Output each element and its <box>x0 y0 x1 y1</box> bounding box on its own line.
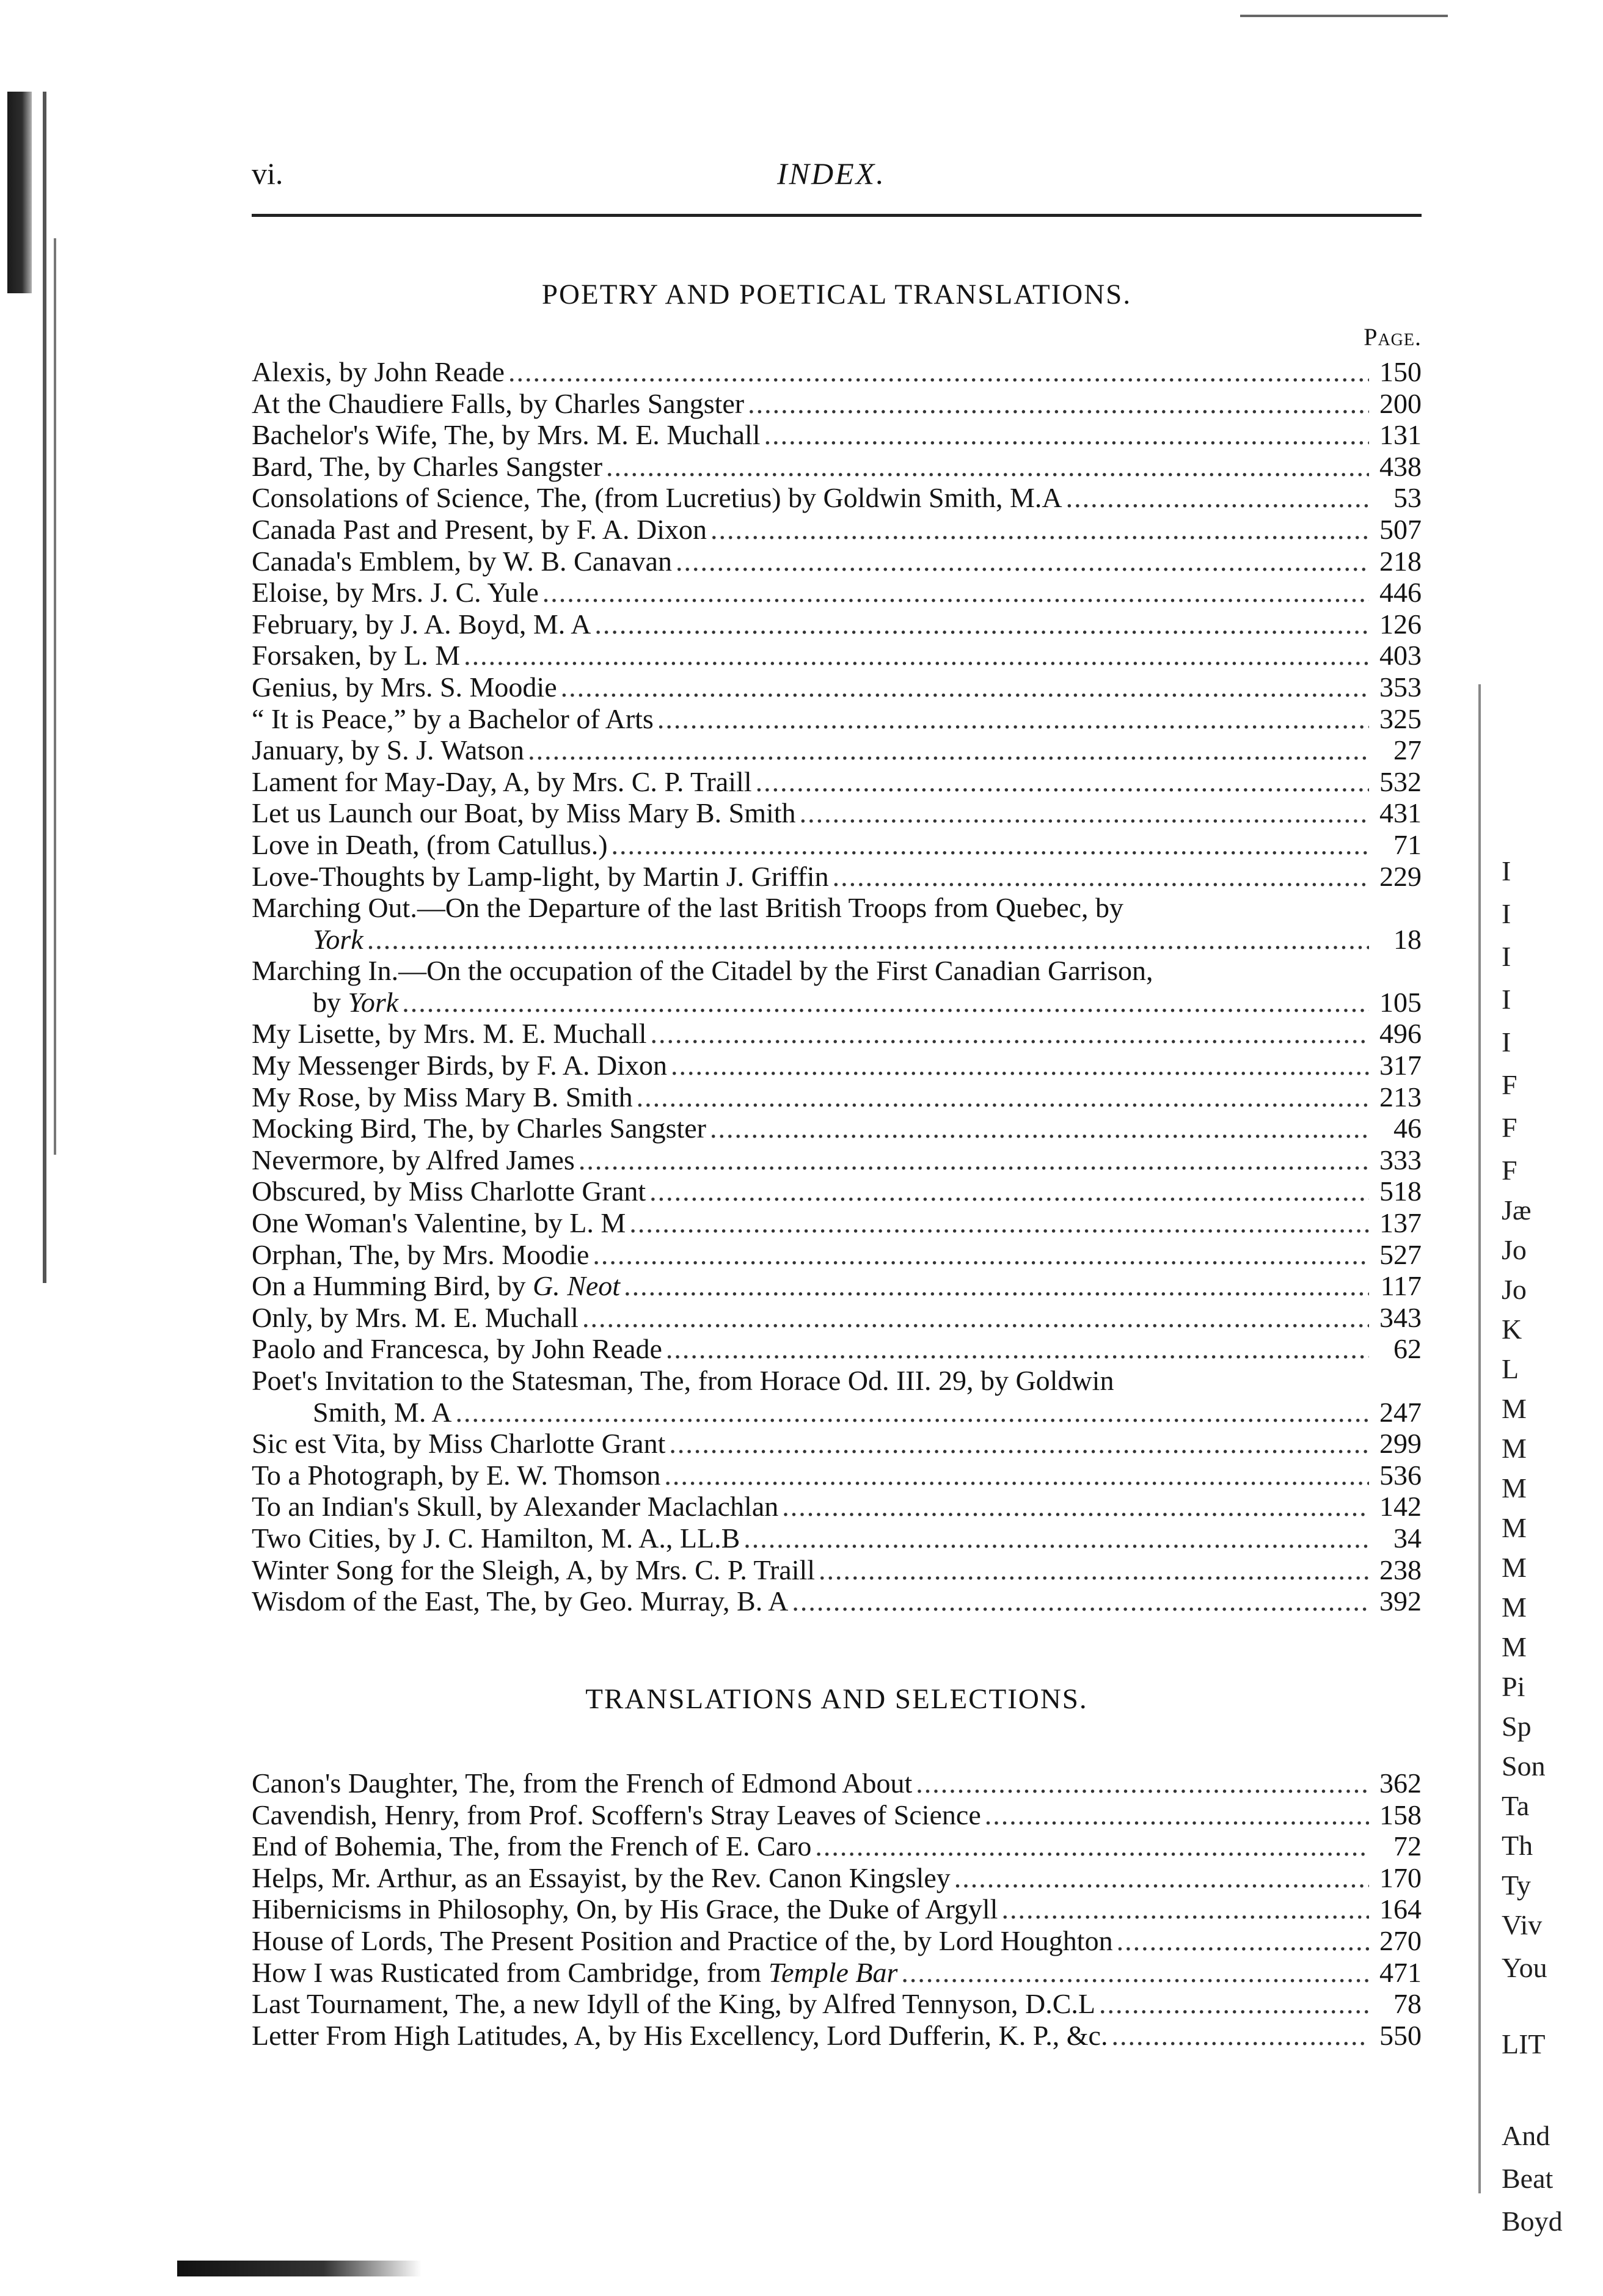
entry-page-number: 34 <box>1393 1522 1422 1554</box>
dot-leader <box>402 987 1369 1018</box>
facing-page-fragment: F <box>1502 1155 1517 1186</box>
scan-mark-top <box>1240 15 1448 17</box>
dot-leader <box>629 1207 1369 1239</box>
dot-leader <box>748 388 1369 420</box>
entry-title <box>252 1768 912 1799</box>
entry-title <box>252 766 752 798</box>
facing-page-fragment: Jæ <box>1502 1194 1532 1226</box>
index-entry <box>252 388 1422 420</box>
entry-title <box>252 1081 633 1113</box>
facing-page-fragment: Boyd <box>1502 2206 1563 2237</box>
index-entry <box>252 1428 1422 1460</box>
entry-page-number: 507 <box>1379 513 1422 545</box>
entry-title-text: On a Humming Bird, by <box>252 1270 533 1302</box>
entry-page-number: 362 <box>1379 1768 1422 1799</box>
index-entry <box>252 797 1422 829</box>
entry-title <box>252 734 524 766</box>
index-entry <box>252 1333 1422 1365</box>
entry-page-number: 158 <box>1379 1799 1422 1830</box>
entry-page-number: 229 <box>1379 860 1422 892</box>
entry-title-text: Marching In.—On the occupation of the Citadel by the First Canadian Garrison, <box>252 955 1153 987</box>
entry-title <box>252 1862 951 1894</box>
entry-page-number: 536 <box>1379 1459 1422 1491</box>
facing-page-fragments <box>1491 0 1603 2296</box>
entry-title <box>252 1957 897 1989</box>
entry-title-text: Consolations of Science, The, (from Lucretius) by Goldwin Smith, M.A <box>252 482 1062 514</box>
entry-page-number: 527 <box>1379 1238 1422 1270</box>
dot-leader <box>637 1081 1369 1113</box>
dot-leader <box>594 609 1369 640</box>
running-title: INDEX. <box>777 156 886 191</box>
entry-title-text: At the Chaudiere Falls, by Charles Sangster <box>252 387 745 419</box>
entry-page-number: 164 <box>1379 1893 1422 1925</box>
facing-page-fragment: M <box>1502 1512 1527 1543</box>
entry-page-number: 446 <box>1379 577 1422 609</box>
entry-title-text: Mocking Bird, The, by Charles Sangster <box>252 1113 706 1144</box>
entry-title <box>252 797 796 829</box>
facing-page-fragment: I <box>1502 984 1511 1015</box>
page-column-label: Page. <box>1364 323 1422 351</box>
entry-title <box>252 1585 788 1617</box>
entry-page-number: 518 <box>1379 1175 1422 1207</box>
entry-title <box>252 1302 579 1334</box>
entry-title-text: Wisdom of the East, The, by Geo. Murray, B. A <box>252 1585 789 1617</box>
entry-page-number: 343 <box>1379 1301 1422 1333</box>
dot-leader <box>651 1018 1370 1050</box>
entry-title <box>252 609 591 640</box>
dot-leader <box>582 1302 1369 1334</box>
dot-leader <box>657 703 1369 735</box>
entry-title-text: My Lisette, by Mrs. M. E. Muchall <box>252 1018 647 1050</box>
entry-page-number: 403 <box>1379 640 1422 671</box>
header-rule <box>252 214 1422 217</box>
entry-title <box>252 1365 1114 1396</box>
entry-title-text: Orphan, The, by Mrs. Moodie <box>252 1238 590 1270</box>
entry-page-number: 200 <box>1379 387 1422 419</box>
entry-title <box>252 577 539 609</box>
entry-title-text: Canada Past and Present, by F. A. Dixon <box>252 513 707 545</box>
index-entry <box>252 1207 1422 1239</box>
entry-title-text: Paolo and Francesca, by John Reade <box>252 1333 662 1365</box>
dot-leader <box>1117 1925 1369 1957</box>
index-entry <box>252 1862 1422 1894</box>
continuation-text: Smith, M. A <box>313 1396 452 1428</box>
entry-title <box>252 1554 815 1586</box>
binding-dark-edge <box>7 92 32 293</box>
entry-title-text: One Woman's Valentine, by L. M <box>252 1207 626 1239</box>
dot-leader <box>916 1768 1369 1799</box>
poetry-section-heading: POETRY AND POETICAL TRANSLATIONS. <box>541 279 1132 310</box>
index-entry <box>252 546 1422 577</box>
entry-title-text: End of Bohemia, The, from the French of E. Caro <box>252 1830 812 1862</box>
dot-leader <box>508 356 1369 388</box>
entry-title-continuation <box>313 1397 452 1428</box>
facing-page-fragment: LIT <box>1502 2028 1546 2060</box>
dot-leader <box>649 1175 1369 1207</box>
index-entry <box>252 1460 1422 1491</box>
entry-title <box>252 703 654 735</box>
poetry-index-list <box>252 356 1422 1617</box>
page-right-edge <box>1478 684 1481 2193</box>
entry-title-text: Love in Death, (from Catullus.) <box>252 828 608 860</box>
continuation-prefix: by <box>313 986 348 1018</box>
entry-title-text: Sic est Vita, by Miss Charlotte Grant <box>252 1428 666 1460</box>
index-entry <box>252 955 1422 987</box>
entry-title-text: Love-Thoughts by Lamp-light, by Martin J. Griffin <box>252 860 829 892</box>
index-entry <box>252 1175 1422 1207</box>
entry-page-number: 78 <box>1393 1988 1422 2020</box>
entry-title-text: Forsaken, by L. M <box>252 640 461 671</box>
entry-title-text: Winter Song for the Sleigh, A, by Mrs. C. P. Traill <box>252 1554 816 1585</box>
index-entry <box>252 734 1422 766</box>
entry-page-number: 333 <box>1379 1144 1422 1175</box>
dot-leader <box>833 861 1369 893</box>
index-entry <box>252 703 1422 735</box>
entry-page-number: 117 <box>1380 1270 1422 1302</box>
entry-title-text: My Messenger Birds, by F. A. Dixon <box>252 1050 667 1081</box>
index-entry <box>252 1491 1422 1523</box>
index-entry <box>252 892 1422 924</box>
entry-page-number: 46 <box>1393 1113 1422 1144</box>
entry-title <box>252 1175 646 1207</box>
entry-title <box>252 640 460 671</box>
entry-title <box>252 1830 811 1862</box>
entry-page-number: 213 <box>1379 1081 1422 1113</box>
entry-title-italic: G. Neot <box>532 1270 621 1302</box>
index-entry <box>252 1050 1422 1081</box>
entry-title <box>252 1925 1113 1957</box>
index-entry <box>252 1239 1422 1271</box>
entry-page-number: 270 <box>1379 1925 1422 1956</box>
page-header <box>252 156 1422 199</box>
facing-page-fragment: I <box>1502 898 1511 929</box>
index-entry <box>252 829 1422 861</box>
dot-leader <box>593 1239 1369 1271</box>
entry-page-number: 137 <box>1379 1207 1422 1239</box>
entry-page-number: 71 <box>1393 828 1422 860</box>
entry-title <box>252 1239 589 1271</box>
entry-title <box>252 1270 620 1302</box>
entry-title <box>252 1523 740 1554</box>
entry-title <box>252 514 707 546</box>
dot-leader <box>985 1799 1369 1831</box>
facing-page-fragment: Sp <box>1502 1711 1532 1742</box>
entry-title-text: Bard, The, by Charles Sangster <box>252 450 603 482</box>
entry-title <box>252 1428 665 1460</box>
facing-page-fragment: Son <box>1502 1750 1546 1782</box>
facing-page-fragment: Jo <box>1502 1274 1527 1305</box>
entry-title <box>252 955 1153 986</box>
index-entry <box>252 1554 1422 1586</box>
entry-title-text: Nevermore, by Alfred James <box>252 1144 575 1175</box>
entry-title <box>252 1113 706 1144</box>
entry-page-number: 131 <box>1379 419 1422 451</box>
dot-leader <box>542 577 1369 609</box>
entry-page-number: 238 <box>1379 1554 1422 1585</box>
facing-page-fragment: M <box>1502 1393 1527 1424</box>
dot-leader <box>612 829 1369 861</box>
facing-page-fragment: K <box>1502 1314 1522 1345</box>
facing-page-fragment: M <box>1502 1631 1527 1662</box>
index-entry <box>252 1081 1422 1113</box>
entry-title-text: To an Indian's Skull, by Alexander Maclachlan <box>252 1491 779 1523</box>
entry-page-number: 62 <box>1393 1333 1422 1365</box>
continuation-text: York <box>313 923 363 955</box>
facing-page-fragment: Th <box>1502 1830 1533 1861</box>
dot-leader <box>666 1333 1369 1365</box>
dot-leader <box>815 1830 1369 1862</box>
entry-title-text: Lament for May-Day, A, by Mrs. C. P. Traill <box>252 766 752 797</box>
dot-leader <box>782 1491 1369 1523</box>
index-entry <box>252 451 1422 483</box>
binding-line-inner <box>54 238 56 1155</box>
entry-page-number: 431 <box>1379 797 1422 829</box>
entry-page-number: 325 <box>1379 703 1422 734</box>
dot-leader <box>367 924 1369 956</box>
entry-page-number: 496 <box>1379 1018 1422 1050</box>
entry-title <box>252 1491 778 1523</box>
entry-title-text: Eloise, by Mrs. J. C. Yule <box>252 577 539 609</box>
dot-leader <box>671 1050 1369 1081</box>
dot-leader <box>710 1113 1369 1144</box>
index-entry-continuation <box>252 1397 1422 1428</box>
entry-page-number: 353 <box>1379 671 1422 703</box>
index-entry <box>252 577 1422 609</box>
dot-leader <box>464 640 1369 671</box>
entry-page-number: 218 <box>1379 545 1422 577</box>
index-entry <box>252 1925 1422 1957</box>
entry-title <box>252 546 672 577</box>
entry-page-number: 471 <box>1379 1956 1422 1988</box>
dot-leader <box>1099 1988 1369 2020</box>
index-entry <box>252 1957 1422 1989</box>
entry-title-text: My Rose, by Miss Mary B. Smith <box>252 1081 633 1113</box>
entry-page-number: 53 <box>1393 482 1422 514</box>
entry-title-text: January, by S. J. Watson <box>252 734 525 766</box>
entry-title <box>252 482 1062 514</box>
translations-section-heading: TRANSLATIONS AND SELECTIONS. <box>585 1683 1088 1715</box>
index-entry <box>252 1768 1422 1799</box>
entry-title <box>252 1893 998 1925</box>
page-folio: vi. <box>252 156 283 191</box>
index-entry <box>252 861 1422 893</box>
index-entry <box>252 356 1422 388</box>
index-entry <box>252 1585 1422 1617</box>
entry-title <box>252 671 557 703</box>
entry-page-number: 126 <box>1379 608 1422 640</box>
index-entry <box>252 1113 1422 1144</box>
dot-leader <box>1001 1893 1369 1925</box>
index-entry-continuation <box>252 924 1422 956</box>
entry-page-number: 299 <box>1379 1428 1422 1460</box>
dot-leader <box>954 1862 1369 1894</box>
dot-leader <box>561 671 1369 703</box>
index-entry <box>252 766 1422 798</box>
entry-title-text: Alexis, by John Reade <box>252 356 505 387</box>
continuation-text: York <box>348 986 399 1018</box>
scan-smudge-bottom <box>177 2261 422 2276</box>
index-entry <box>252 419 1422 451</box>
entry-page-number: 142 <box>1379 1491 1422 1523</box>
index-entry <box>252 1799 1422 1831</box>
index-entry <box>252 514 1422 546</box>
entry-page-number: 170 <box>1379 1862 1422 1893</box>
dot-leader <box>664 1460 1369 1491</box>
facing-page-fragment: M <box>1502 1552 1527 1583</box>
facing-page-fragment: Ty <box>1502 1870 1531 1901</box>
entry-title-text: To a Photograph, by E. W. Thomson <box>252 1459 661 1491</box>
index-entry <box>252 1365 1422 1397</box>
entry-title <box>252 1018 647 1050</box>
index-entry <box>252 609 1422 640</box>
entry-title-continuation <box>313 924 363 956</box>
index-entry <box>252 2020 1422 2052</box>
dot-leader <box>676 546 1369 577</box>
facing-page-fragment: I <box>1502 855 1511 887</box>
index-entry <box>252 1018 1422 1050</box>
entry-title-text: Obscured, by Miss Charlotte Grant <box>252 1175 646 1207</box>
entry-page-number: 247 <box>1379 1396 1422 1428</box>
entry-page-number: 18 <box>1393 923 1422 955</box>
entry-title-text: Only, by Mrs. M. E. Muchall <box>252 1301 579 1333</box>
entry-title-text: Two Cities, by J. C. Hamilton, M. A., LL.B <box>252 1522 740 1554</box>
entry-title-text: Cavendish, Henry, from Prof. Scoffern's Stray Leaves of Science <box>252 1799 981 1830</box>
entry-title <box>252 829 608 861</box>
entry-page-number: 150 <box>1379 356 1422 387</box>
facing-page-fragment: F <box>1502 1112 1517 1143</box>
index-entry <box>252 1830 1422 1862</box>
index-entry <box>252 1270 1422 1302</box>
facing-page-fragment: Ta <box>1502 1790 1530 1821</box>
facing-page-fragment: M <box>1502 1472 1527 1504</box>
entry-title-text: Poet's Invitation to the Statesman, The, from Horace Od. III. 29, by Goldwin <box>252 1365 1114 1396</box>
entry-page-number: 438 <box>1379 450 1422 482</box>
entry-title-text: February, by J. A. Boyd, M. A <box>252 608 591 640</box>
facing-page-fragment: L <box>1502 1353 1519 1384</box>
dot-leader <box>624 1270 1369 1302</box>
index-entry <box>252 482 1422 514</box>
entry-title-text: Genius, by Mrs. S. Moodie <box>252 671 557 703</box>
entry-title-text: Canada's Emblem, by W. B. Canavan <box>252 545 672 577</box>
entry-title <box>252 861 829 893</box>
entry-title-text: Letter From High Latitudes, A, by His Excellency, Lord Dufferin, K. P., &c. <box>252 2019 1108 2051</box>
facing-page-fragment: Pi <box>1502 1671 1525 1702</box>
entry-page-number: 392 <box>1379 1585 1422 1617</box>
entry-title <box>252 1207 626 1239</box>
entry-title <box>252 388 744 420</box>
entry-title-text: Marching Out.—On the Departure of the last British Troops from Quebec, by <box>252 892 1124 924</box>
entry-title <box>252 451 602 483</box>
entry-title-text: How I was Rusticated from Cambridge, from <box>252 1956 769 1988</box>
entry-title <box>252 419 761 451</box>
dot-leader <box>1111 2020 1369 2052</box>
facing-page-fragment: I <box>1502 941 1511 972</box>
translations-index-list <box>252 1768 1422 2051</box>
entry-title-text: “ It is Peace,” by a Bachelor of Arts <box>252 703 654 734</box>
entry-title <box>252 1144 575 1176</box>
entry-title-continuation <box>313 987 398 1018</box>
entry-title-text: Bachelor's Wife, The, by Mrs. M. E. Muchall <box>252 419 761 451</box>
facing-page-fragment: Jo <box>1502 1234 1527 1265</box>
dot-leader <box>1066 482 1369 514</box>
index-entry <box>252 1988 1422 2020</box>
dot-leader <box>819 1554 1369 1586</box>
entry-page-number: 27 <box>1393 734 1422 766</box>
index-entry <box>252 1302 1422 1334</box>
facing-page-fragment: F <box>1502 1069 1517 1100</box>
index-entry-continuation <box>252 987 1422 1018</box>
facing-page-fragment: I <box>1502 1026 1511 1058</box>
binding-line <box>43 92 46 1283</box>
facing-page-fragment: And <box>1502 2120 1550 2151</box>
index-entry <box>252 1523 1422 1554</box>
entry-title <box>252 1460 660 1491</box>
entry-page-number: 105 <box>1379 986 1422 1018</box>
index-entry <box>252 1893 1422 1925</box>
dot-leader <box>456 1397 1369 1428</box>
entry-title <box>252 892 1123 923</box>
entry-title <box>252 1988 1095 2020</box>
entry-title <box>252 1333 662 1365</box>
facing-page-fragment: Beat <box>1502 2163 1554 2194</box>
dot-leader <box>606 451 1369 483</box>
entry-title-text: Canon's Daughter, The, from the French of Edmond About <box>252 1768 913 1799</box>
entry-title <box>252 2020 1108 2052</box>
entry-title-text: House of Lords, The Present Position and Practice of the, by Lord Houghton <box>252 1925 1113 1956</box>
facing-page-fragment: M <box>1502 1592 1527 1623</box>
entry-title-text: Last Tournament, The, a new Idyll of the King, by Alfred Tennyson, D.C.L <box>252 1988 1095 2020</box>
index-entry <box>252 640 1422 671</box>
facing-page-fragment: Viv <box>1502 1909 1543 1940</box>
dot-leader <box>710 514 1369 546</box>
entry-page-number: 317 <box>1379 1050 1422 1081</box>
index-entry <box>252 671 1422 703</box>
dot-leader <box>669 1428 1369 1460</box>
dot-leader <box>792 1585 1369 1617</box>
entry-page-number: 532 <box>1379 766 1422 797</box>
entry-page-number: 550 <box>1379 2019 1422 2051</box>
dot-leader <box>764 419 1369 451</box>
entry-title-text: Let us Launch our Boat, by Miss Mary B. Smith <box>252 797 796 829</box>
entry-title <box>252 1799 981 1831</box>
dot-leader <box>743 1523 1369 1554</box>
dot-leader <box>800 797 1369 829</box>
dot-leader <box>579 1144 1369 1176</box>
entry-page-number: 72 <box>1393 1830 1422 1862</box>
entry-title <box>252 1050 667 1081</box>
entry-title <box>252 356 505 388</box>
dot-leader <box>528 734 1369 766</box>
dot-leader <box>756 766 1369 798</box>
entry-title-italic: Temple Bar <box>768 1956 898 1988</box>
facing-page-fragment: You <box>1502 1952 1547 1983</box>
facing-page-fragment: M <box>1502 1433 1527 1464</box>
page-binding-shadow <box>0 92 67 1283</box>
entry-title-text: Helps, Mr. Arthur, as an Essayist, by the Rev. Canon Kingsley <box>252 1862 951 1893</box>
index-entry <box>252 1144 1422 1176</box>
entry-title-text: Hibernicisms in Philosophy, On, by His Grace, the Duke of Argyll <box>252 1893 998 1925</box>
dot-leader <box>901 1957 1369 1989</box>
